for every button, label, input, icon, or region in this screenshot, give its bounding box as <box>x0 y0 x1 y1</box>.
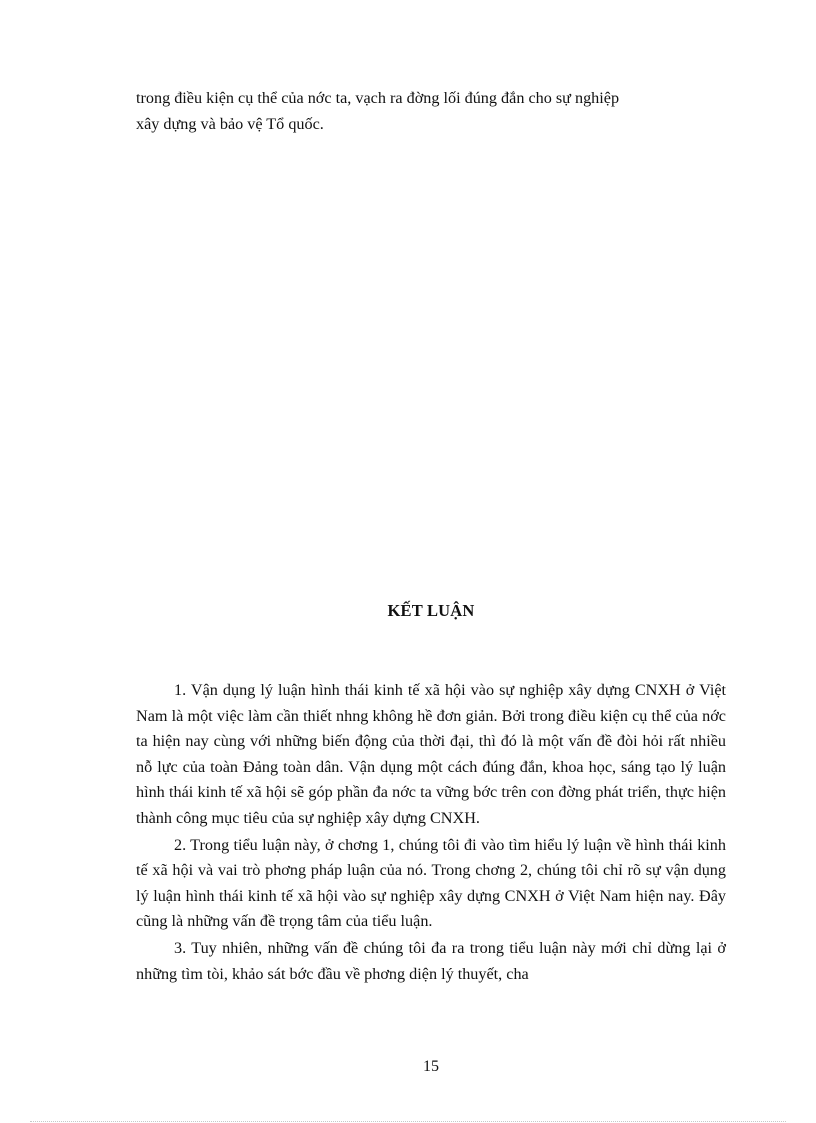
continuation-text <box>136 86 726 137</box>
paragraph-1: 1. Vận dụng lý luận hình thái kinh tế xã hội vào sự nghiệp xây dựng CNXH ở Việt Nam là một việc làm cần thiết nhng không hề đơn giản. Bởi trong điều kiện cụ thể của nớc ta hiện nay cùng với những biến động của thời đại, thì đó là một vấn đề đòi hỏi rất nhiều nỗ lực của toàn Đảng toàn dân. Vận dụng một cách đúng đắn, khoa học, sáng tạo lý luận hình thái kinh tế xã hội sẽ góp phần đa nớc ta vững bớc trên con đờng phát triển, thực hiện thành công mục tiêu của sự nghiệp xây dựng CNXH. <box>136 681 726 827</box>
page-number: 15 <box>423 1058 439 1075</box>
page-bottom-divider <box>30 1121 786 1122</box>
conclusion-body <box>136 678 726 988</box>
text-line: xây dựng và bảo vệ Tổ quốc. <box>136 114 324 133</box>
paragraph-2: 2. Trong tiểu luận này, ở chơng 1, chúng tôi đi vào tìm hiểu lý luận về hình thái kinh tế xã hội và vai trò phơng pháp luận của nó. Trong chơng 2, chúng tôi chỉ rõ sự vận dụng lý luận hình thái kinh tế xã hội vào sự nghiệp xây dựng CNXH ở Việt Nam hiện nay. Đây cũng là những vấn đề trọng tâm của tiểu luận. <box>136 835 726 931</box>
text-line: trong điều kiện cụ thể của nớc ta, vạch ra đờng lối đúng đắn cho sự nghiệp <box>136 89 620 107</box>
paragraph-3: 3. Tuy nhiên, những vấn đề chúng tôi đa ra trong tiểu luận này mới chỉ dừng lại ở những tìm tòi, khảo sát bớc đầu về phơng diện lý thuyết, cha <box>136 938 726 983</box>
section-heading: KẾT LUẬN <box>387 601 475 620</box>
